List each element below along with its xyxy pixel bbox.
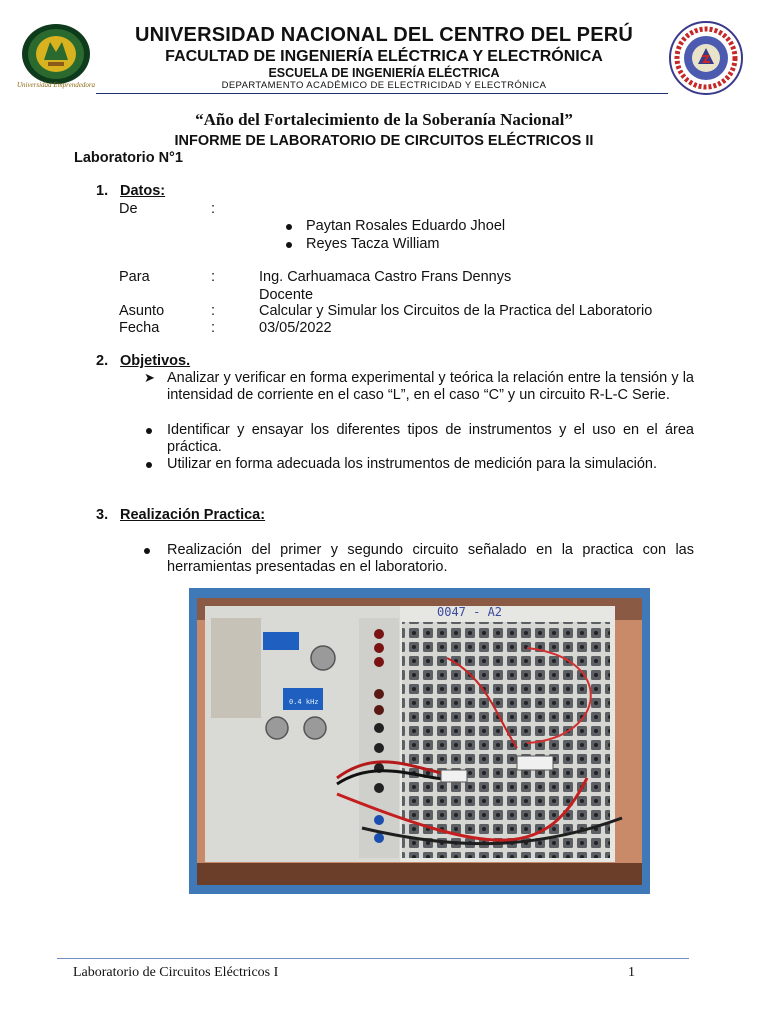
author-name: Paytan Rosales Eduardo Jhoel: [306, 218, 506, 234]
department-name: DEPARTAMENTO ACADÉMICO DE ELECTRICIDAD Y ELECTRÓNICA: [221, 80, 547, 91]
asunto-value: Calcular y Simular los Circuitos de la Practica del Laboratorio: [259, 303, 653, 319]
section-number: 2.: [96, 353, 109, 369]
para-colon: :: [211, 269, 216, 285]
de-colon: :: [211, 201, 216, 217]
objective-text: Analizar y verificar en forma experimental y teórica la relación entre la tensión y la intensidad de corriente en el caso “L”, en el caso “C” y un circuito R-L-C Serie.: [167, 370, 694, 403]
objective-2: [144, 422, 694, 456]
objective-text: Identificar y ensayar los diferentes tipos de instrumentos y el uso en el área práctica.: [167, 422, 694, 455]
asunto-label: Asunto: [119, 303, 165, 319]
section-number: 1.: [96, 183, 109, 199]
section-title: Datos:: [120, 183, 166, 199]
footer-rule: [57, 958, 689, 959]
realizacion-item: [144, 542, 694, 576]
lab-board-image: [197, 598, 642, 885]
header-rule: [96, 93, 668, 94]
de-label: De: [119, 201, 138, 217]
fecha-colon: :: [211, 320, 216, 336]
para-value: Ing. Carhuamaca Castro Frans Dennys: [259, 269, 512, 285]
section-title: Realización Practica:: [120, 507, 266, 523]
section-number: 3.: [96, 507, 109, 523]
report-title: INFORME DE LABORATORIO DE CIRCUITOS ELÉCTRICOS II: [174, 133, 594, 149]
logo-caption: Universidad Emprendedora: [16, 81, 96, 89]
school-name: ESCUELA DE INGENIERÍA ELÉCTRICA: [268, 66, 500, 80]
realizacion-text: Realización del primer y segundo circuito señalado en la practica con las herramientas presentadas en el laboratorio.: [167, 542, 694, 575]
year-motto: “Año del Fortalecimiento de la Soberanía Nacional”: [195, 110, 573, 129]
lab-photo: [189, 588, 650, 894]
fecha-value: 03/05/2022: [259, 320, 332, 336]
para-role: Docente: [259, 287, 314, 303]
display-readout: 0.4 kHz: [289, 698, 319, 706]
objective-3: [144, 456, 704, 473]
board-label: 0047 - A2: [437, 605, 503, 619]
footer-title: Laboratorio de Circuitos Eléctricos I: [73, 965, 279, 980]
lab-number: Laboratorio N°1: [74, 150, 183, 166]
section-title: Objetivos.: [120, 353, 191, 369]
fecha-label: Fecha: [119, 320, 160, 336]
objective-text: Utilizar en forma adecuada los instrumentos de medición para la simulación.: [167, 456, 658, 472]
page-number: 1: [628, 965, 635, 980]
objective-1: [144, 370, 694, 404]
arrow-bullet-icon: ➤: [144, 370, 155, 385]
faculty-name: FACULTAD DE INGENIERÍA ELÉCTRICA Y ELECTRÓNICA: [165, 48, 603, 65]
university-name: UNIVERSIDAD NACIONAL DEL CENTRO DEL PERÚ: [134, 24, 634, 46]
para-label: Para: [119, 269, 150, 285]
author-name: Reyes Tacza William: [306, 236, 440, 252]
asunto-colon: :: [211, 303, 216, 319]
